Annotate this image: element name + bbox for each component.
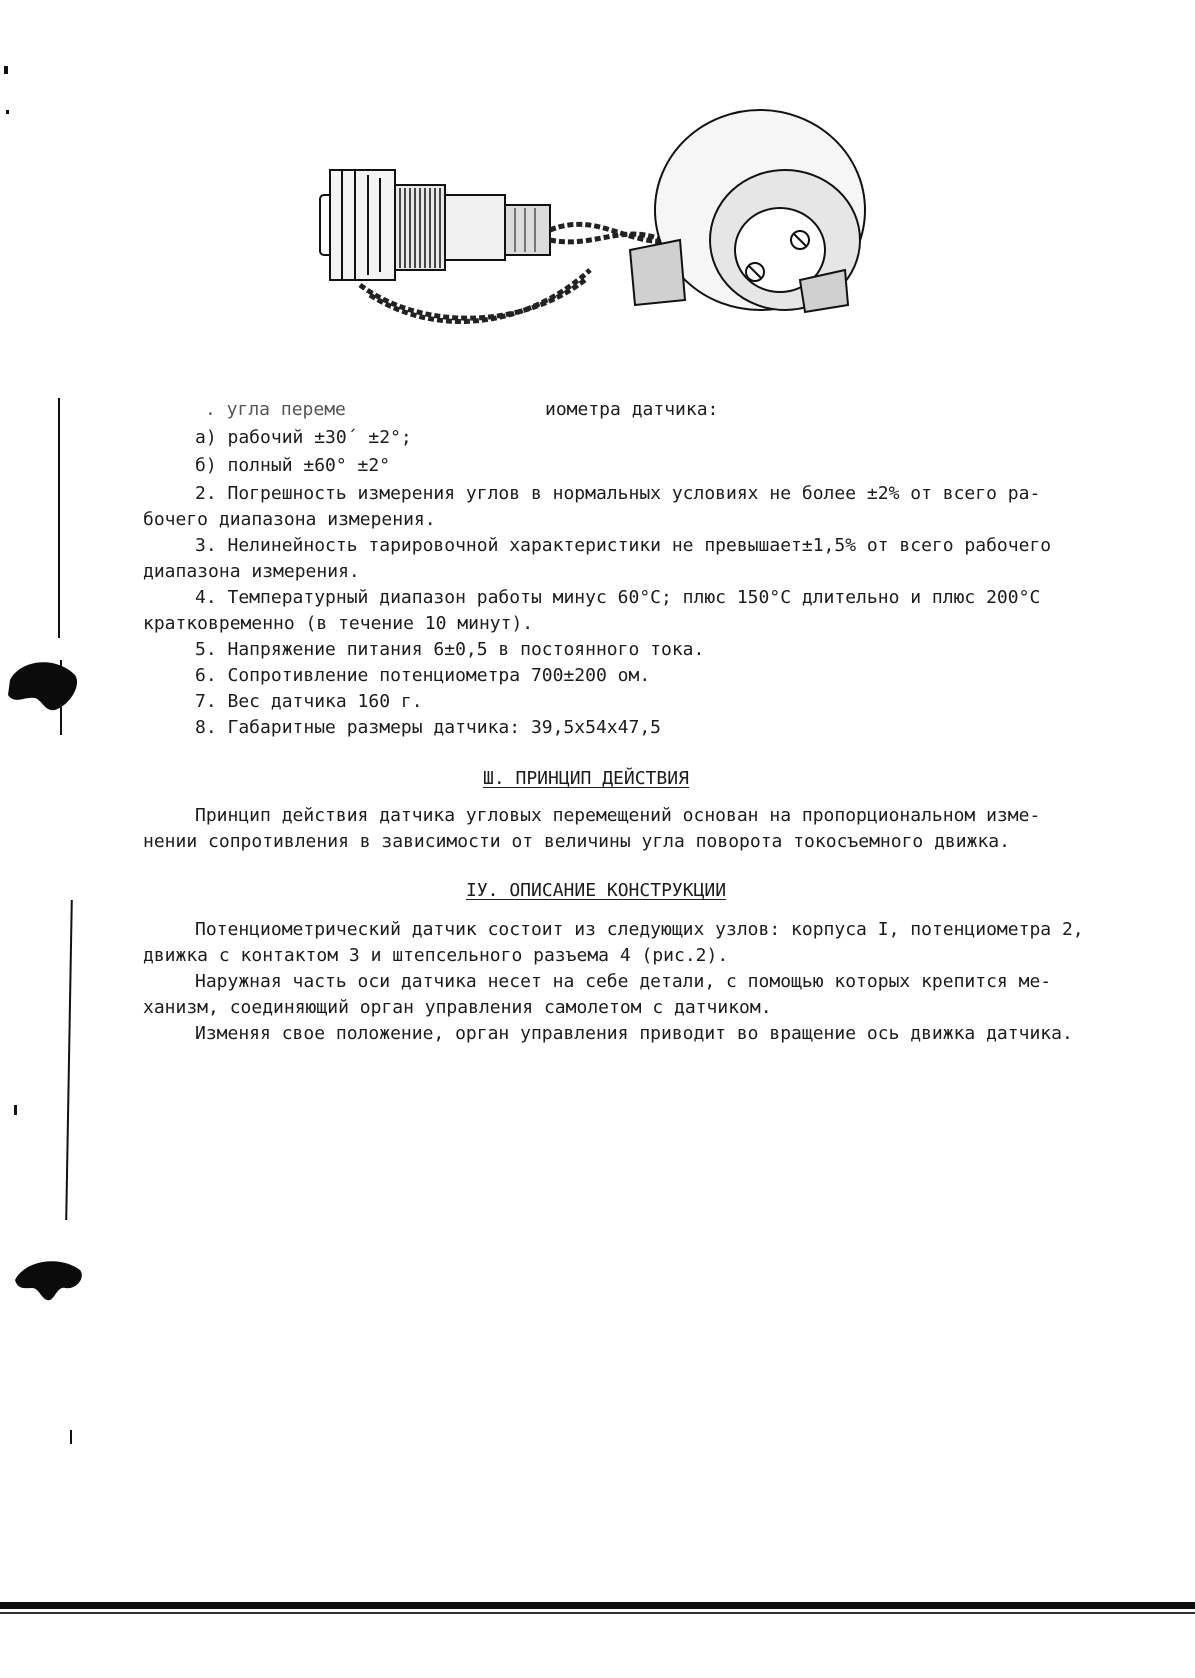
scan-speck: [14, 1105, 17, 1115]
scan-speck: [6, 110, 9, 114]
section-3-line1: Принцип действия датчика угловых перемещений основан на пропорциональном изме-: [195, 805, 1041, 826]
scan-speck: [70, 1430, 72, 1444]
spec-3-line1: 3. Нелинейность тарировочной характеристики не превышает±1,5% от всего рабочего: [195, 535, 1052, 556]
spec-2-line2: бочего диапазона измерения.: [143, 509, 436, 530]
spec-2-line1: 2. Погрешность измерения углов в нормальных условиях не более ±2% от всего ра-: [195, 483, 1041, 504]
spec-intro: иометра датчика:: [545, 399, 719, 420]
section-3-heading: Ш. ПРИНЦИП ДЕЙСТВИЯ: [483, 768, 689, 789]
margin-line: [58, 398, 60, 638]
section-4-heading: IУ. ОПИСАНИЕ КОНСТРУКЦИИ: [466, 880, 727, 901]
punch-hole-mark-bottom: [10, 1250, 90, 1310]
section-4-line1: Потенциометрический датчик состоит из следующих узлов: корпуса I, потенциометра 2,: [195, 919, 1084, 940]
spec-5: 5. Напряжение питания 6±0,5 в постоянного тока.: [195, 639, 705, 660]
spec-6: 6. Сопротивление потенциометра 700±200 ом.: [195, 665, 651, 686]
scan-speck: [4, 66, 8, 74]
spec-7: 7. Вес датчика 160 г.: [195, 691, 423, 712]
connector-body: [330, 170, 395, 280]
connector-sleeve: [445, 195, 505, 260]
section-4-line2: движка с контактом 3 и штепсельного разъема 4 (рис.2).: [143, 945, 729, 966]
section-4-line5: Изменяя свое положение, орган управления приводит во вращение ось движка датчика.: [195, 1023, 1073, 1044]
sensor-mount-bracket: [630, 240, 685, 305]
scan-bottom-rule-thin: [0, 1612, 1195, 1614]
section-3-line2: нении сопротивления в зависимости от величины угла поворота токосъемного движка.: [143, 831, 1010, 852]
spec-intro-faded: . угла переме: [205, 399, 346, 420]
spec-b: б) полный ±60° ±2°: [195, 455, 391, 476]
margin-line: [65, 900, 73, 1220]
scan-bottom-rule: [0, 1602, 1195, 1609]
section-4-line3: Наружная часть оси датчика несет на себе детали, с помощью которых крепится ме-: [195, 971, 1052, 992]
spec-3-line2: диапазона измерения.: [143, 561, 360, 582]
sensor-illustration: [300, 100, 920, 380]
section-4-line4: ханизм, соединяющий орган управления самолетом с датчиком.: [143, 997, 772, 1018]
punch-hole-mark-top: [0, 650, 90, 730]
spec-4-line2: кратковременно (в течение 10 минут).: [143, 613, 534, 634]
spec-4-line1: 4. Температурный диапазон работы минус 60°С; плюс 150°С длительно и плюс 200°С: [195, 587, 1041, 608]
spec-a: а) рабочий ±30´ ±2°;: [195, 427, 412, 448]
spec-8: 8. Габаритные размеры датчика: 39,5х54х47,5: [195, 717, 661, 738]
